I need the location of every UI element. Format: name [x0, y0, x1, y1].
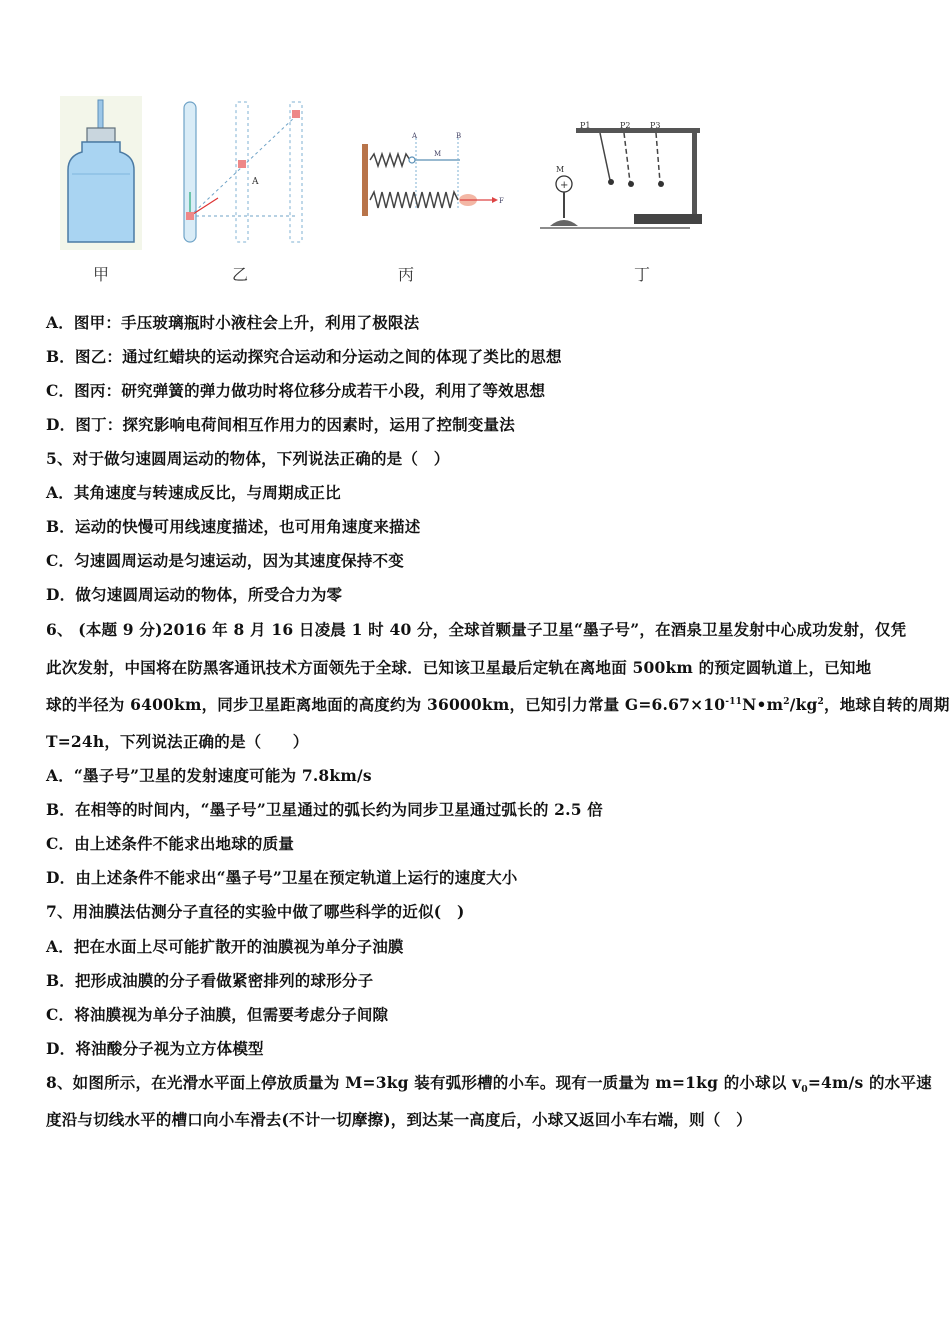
figure-bing-label-a: A — [412, 132, 418, 140]
q4-option-d: D．图丁：探究影响电荷间相互作用力的因素时，运用了控制变量法 — [46, 415, 515, 434]
figure-yi-tubes — [178, 98, 310, 248]
q5-option-c: C．匀速圆周运动是匀速运动，因为其速度保持不变 — [46, 551, 404, 570]
caption-jia: 甲 — [93, 265, 110, 284]
caption-yi: 乙 — [232, 265, 249, 284]
q6-option-b: B．在相等的时间内，“墨子号”卫星通过的弧长约为同步卫星通过弧长的 2.5 倍 — [46, 800, 603, 819]
figure-bing-label-b: B — [456, 132, 462, 140]
figure-ding-charges — [540, 118, 710, 232]
q5-stem: 5、对于做匀速圆周运动的物体，下列说法正确的是（ ） — [46, 449, 450, 468]
figure-ding-label-m: M — [556, 165, 565, 174]
q7-option-b: B．把形成油膜的分子看做紧密排列的球形分子 — [46, 971, 374, 990]
q6-stem-line2: 此次发射，中国将在防黑客通讯技术方面领先于全球．已知该卫星最后定轨在离地面 500km 的预定圆轨道上，已知地 — [46, 658, 872, 677]
figure-ding-label-p1: P1 — [580, 121, 591, 130]
figures-row — [0, 0, 950, 300]
figure-bing-label-f: F — [499, 197, 504, 205]
q6-option-d: D．由上述条件不能求出“墨子号”卫星在预定轨道上运行的速度大小 — [46, 868, 518, 887]
q5-option-a: A．其角速度与转速成反比，与周期成正比 — [46, 483, 341, 502]
q6-stem-line3: 球的半径为 6400km，同步卫星距离地面的高度约为 36000km，已知引力常量 $G=6.67\times 10^{-11}N•m^2/kg^2$，地球自转的周期 — [46, 695, 950, 714]
q4-option-b: B．图乙：通过红蜡块的运动探究合运动和分运动之间的体现了类比的思想 — [46, 347, 562, 366]
svg-text:+: + — [560, 180, 569, 191]
q6-option-c: C．由上述条件不能求出地球的质量 — [46, 834, 295, 853]
figure-yi-label: A — [252, 177, 259, 187]
q7-option-a: A．把在水面上尽可能扩散开的油膜视为单分子油膜 — [46, 937, 404, 956]
q7-stem: 7、用油膜法估测分子直径的实验中做了哪些科学的近似( ) — [46, 902, 465, 921]
q6-stem-line4: T=24h，下列说法正确的是（ ） — [46, 732, 309, 751]
figure-bing-spring — [360, 130, 510, 220]
q6-stem-line1: 6、 (本题 9 分)2016 年 8 月 16 日凌晨 1 时 40 分，全球首颗量子卫星“墨子号”，在酒泉卫星发射中心成功发射，仅凭 — [46, 620, 907, 639]
caption-ding: 丁 — [634, 265, 651, 284]
q7-option-d: D．将油酸分子视为立方体模型 — [46, 1039, 264, 1058]
figure-ding-label-p2: P2 — [620, 121, 631, 130]
q8-stem-line2: 度沿与切线水平的槽口向小车滑去(不计一切摩擦)，到达某一高度后，小球又返回小车右端，则（ ） — [46, 1110, 752, 1129]
figure-jia-bottle — [60, 96, 142, 250]
q8-stem-line1: 8、如图所示，在光滑水平面上停放质量为 M=3kg 装有弧形槽的小车。现有一质量为 m=1kg 的小球以 $v_0=4m/s$ 的水平速 — [46, 1073, 932, 1096]
q7-option-c: C．将油膜视为单分子油膜，但需要考虑分子间隙 — [46, 1005, 389, 1024]
figure-ding-label-p3: P3 — [650, 121, 661, 130]
q6-option-a: A．“墨子号”卫星的发射速度可能为 7.8km/s — [46, 766, 372, 785]
q5-option-d: D．做匀速圆周运动的物体，所受合力为零 — [46, 585, 343, 604]
q4-option-a: A．图甲：手压玻璃瓶时小液柱会上升，利用了极限法 — [46, 313, 420, 332]
q4-option-c: C．图丙：研究弹簧的弹力做功时将位移分成若干小段，利用了等效思想 — [46, 381, 546, 400]
caption-bing: 丙 — [398, 265, 415, 284]
q5-option-b: B．运动的快慢可用线速度描述，也可用角速度来描述 — [46, 517, 421, 536]
figure-bing-label-m: M — [434, 150, 442, 158]
